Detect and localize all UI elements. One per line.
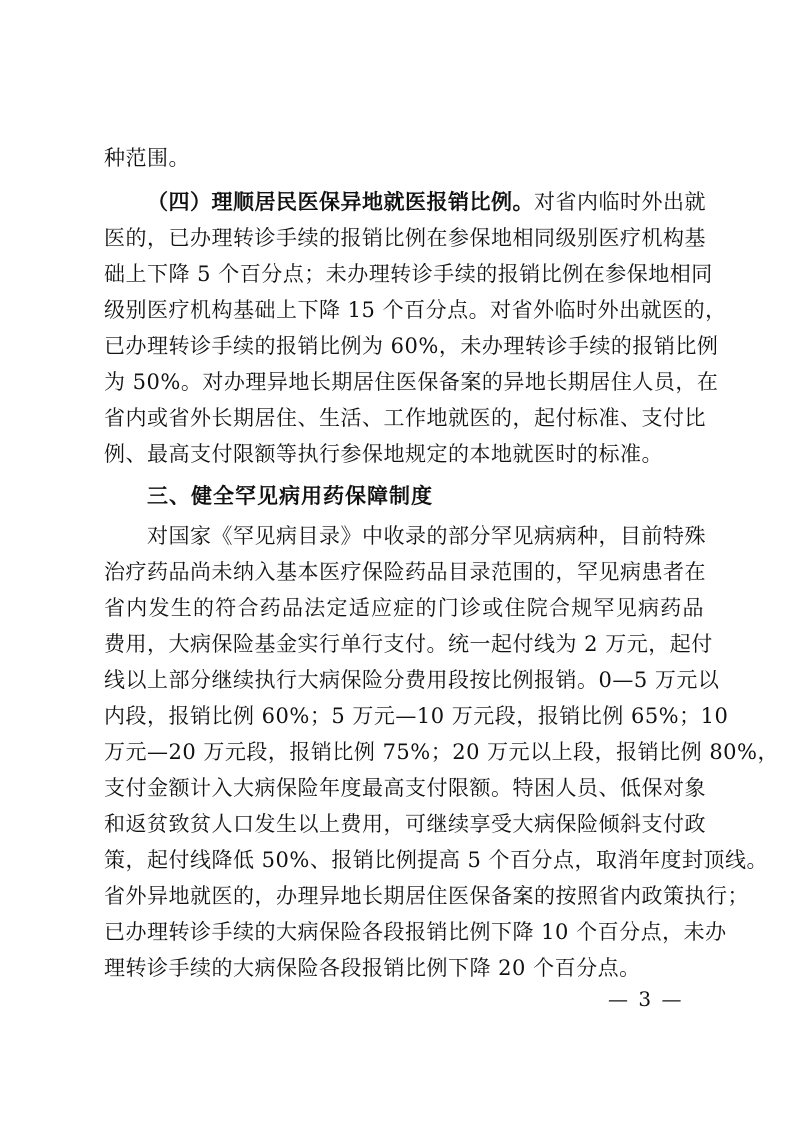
page-number: — 3 — (608, 987, 684, 1011)
paragraph-line: 支付金额计入大病保险年度最高支付限额。特困人员、低保对象 (104, 776, 706, 800)
section-three-heading: 三、健全罕见病用药保障制度 (147, 484, 433, 508)
paragraph-line: 和返贫致贫人口发生以上费用，可继续享受大病保险倾斜支付政 (104, 812, 706, 836)
paragraph-line: 例、最高支付限额等执行参保地规定的本地就医时的标准。 (104, 442, 663, 466)
paragraph-line: 已办理转诊手续的大病保险各段报销比例下降 10 个百分点，未办 (104, 920, 727, 944)
paragraph-line: 线以上部分继续执行大病保险分费用段按比例报销。0—5 万元以 (104, 668, 720, 692)
paragraph-line: 理转诊手续的大病保险各段报销比例下降 20 个百分点。 (104, 956, 641, 980)
paragraph-line: 已办理转诊手续的报销比例为 60%，未办理转诊手续的报销比例 (104, 334, 719, 358)
paragraph-line: 医的，已办理转诊手续的报销比例在参保地相同级别医疗机构基 (104, 226, 706, 250)
paragraph-line: 种范围。 (104, 146, 190, 170)
paragraph-line: 万元—20 万元段，报销比例 75%；20 万元以上段，报销比例 80%， (104, 740, 779, 764)
paragraph-line: 省外异地就医的，办理异地长期居住医保备案的按照省内政策执行； (104, 884, 749, 908)
paragraph-line: 内段，报销比例 60%；5 万元—10 万元段，报销比例 65%；10 (104, 704, 729, 728)
section-four-text: 对省内临时外出就 (534, 190, 706, 214)
paragraph-line: 策，起付线降低 50%、报销比例提高 5 个百分点，取消年度封顶线。 (104, 848, 769, 872)
paragraph-line: 治疗药品尚未纳入基本医疗保险药品目录范围的，罕见病患者在 (104, 560, 706, 584)
paragraph-line: 础上下降 5 个百分点；未办理转诊手续的报销比例在参保地相同 (104, 262, 713, 286)
section-four-first-line (147, 184, 704, 220)
paragraph-line: 省内或省外长期居住、生活、工作地就医的，起付标准、支付比 (104, 406, 706, 430)
paragraph-line: 费用，大病保险基金实行单行支付。统一起付线为 2 万元，起付 (104, 632, 713, 656)
section-four-heading: （四）理顺居民医保异地就医报销比例。 (147, 190, 534, 214)
paragraph-line: 为 50%。对办理异地长期居住医保备案的异地长期居住人员，在 (104, 370, 719, 394)
paragraph-line: 省内发生的符合药品法定适应症的门诊或住院合规罕见病药品 (104, 596, 704, 620)
paragraph-line: 对国家《罕见病目录》中收录的部分罕见病病种，目前特殊 (147, 524, 706, 548)
paragraph-line: 级别医疗机构基础上下降 15 个百分点。对省外临时外出就医的， (104, 298, 727, 322)
